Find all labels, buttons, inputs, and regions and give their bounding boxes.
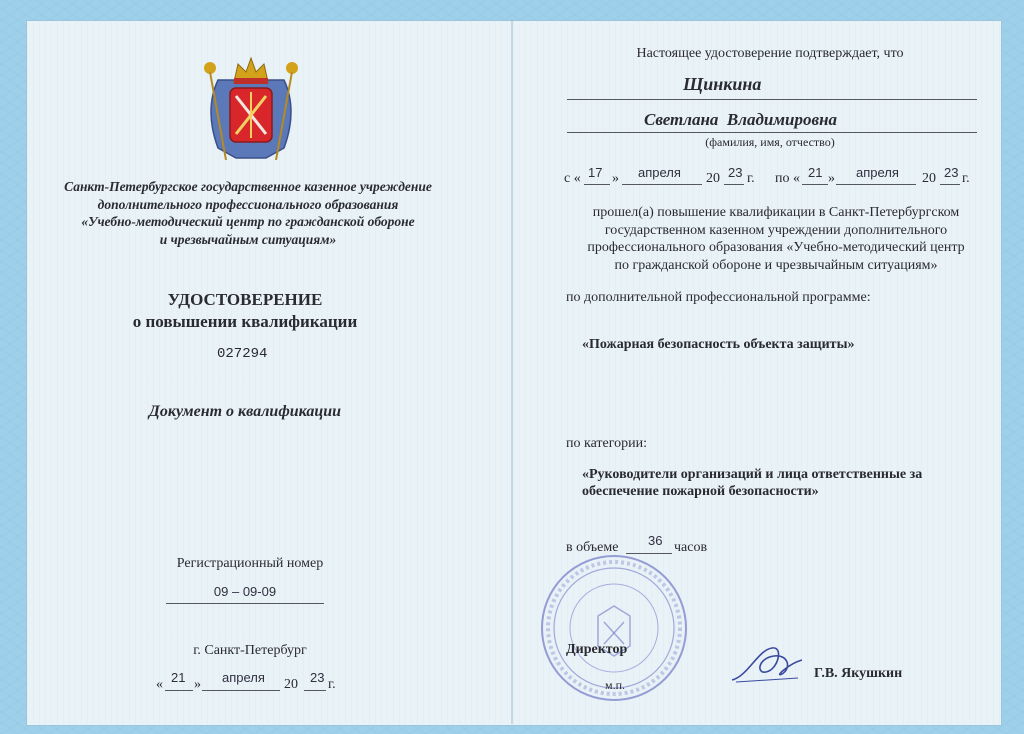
registration-underline — [166, 603, 324, 604]
program-label: по дополнительной профессиональной программе: — [566, 290, 871, 305]
director-signature-icon — [728, 640, 808, 688]
document-title: УДОСТОВЕРЕНИЕ о повышении квалификации — [132, 290, 358, 331]
institution-name: Санкт-Петербургское государственное казенное учреждение дополнительного профессионального образования «Учебно-методический центр по гражданской обороне и чрезвычайным ситуациям» — [64, 179, 432, 247]
page-fold — [511, 20, 513, 724]
document-type: Документ о квалификации — [148, 403, 342, 420]
certificate-paper — [26, 20, 1002, 726]
registration-number: 09 – 09-09 — [213, 584, 277, 599]
intro-text: Настоящее удостоверение подтверждает, что — [636, 46, 904, 61]
surname-underline — [567, 99, 977, 100]
completion-statement: прошел(а) повышение квалификации в Санкт-Петербургском государственном казенном учреждении дополнительного профессионального образования «Учебно-методический центр по гражданской обороне и чрезвычайным ситуациям» — [587, 205, 965, 273]
registration-label: Регистрационный номер — [176, 556, 324, 571]
given-name: Светлана Владимировна — [644, 110, 838, 129]
program-name: «Пожарная безопасность объекта защиты» — [582, 337, 855, 352]
name-underline — [567, 132, 977, 133]
course-volume: в объеме 36 часов — [566, 533, 708, 555]
coat-of-arms-icon — [196, 50, 306, 165]
study-period: с « 17 » апреля 20 23 г. по « 21 » апреля 20 23 г. — [564, 165, 970, 186]
fio-caption: (фамилия, имя, отчество) — [705, 135, 835, 149]
surname: Щинкина — [683, 74, 762, 94]
seal-place-label: м.п. — [605, 678, 626, 692]
director-name: Г.В. Якушкин — [814, 666, 903, 681]
city: г. Санкт-Петербург — [193, 643, 307, 658]
issue-date: « 21 » апреля 20 23 г. — [156, 670, 336, 692]
category-name: «Руководители организаций и лица ответственные за обеспечение пожарной безопасности» — [582, 467, 923, 499]
document-number: 027294 — [217, 346, 268, 362]
director-label: Директор — [566, 642, 628, 657]
category-label: по категории: — [566, 436, 648, 451]
